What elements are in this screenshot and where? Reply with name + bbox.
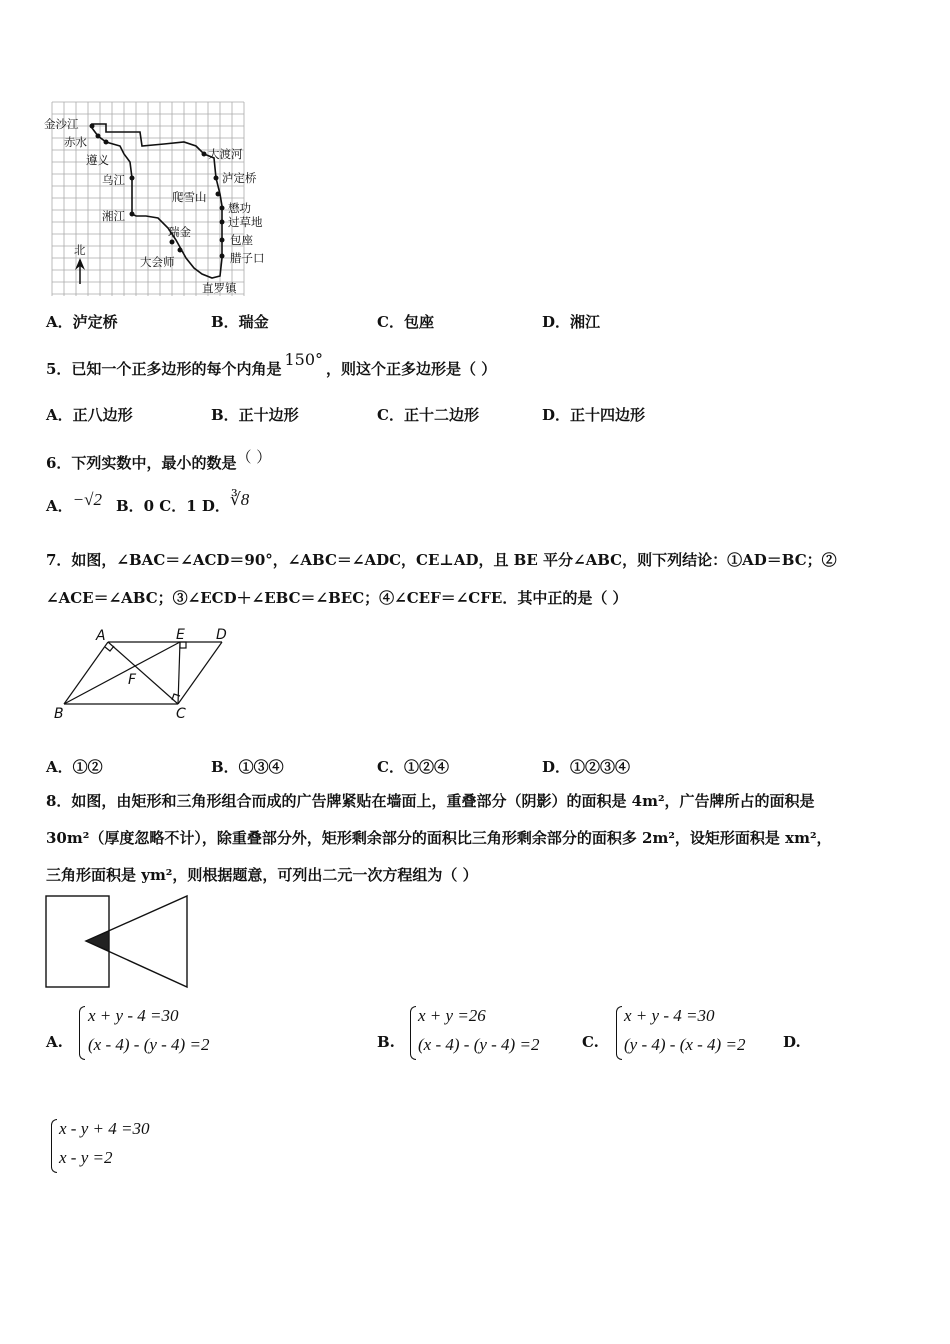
fig-label-e: E: [176, 627, 185, 643]
q8-option-b-eq1: x + y =26: [418, 1006, 486, 1025]
q5-stem: 5．已知一个正多边形的每个内角是 150° ，则这个正多边形是（ ）: [46, 350, 497, 378]
long-march-map: [44, 98, 284, 303]
q8-option-c-brace: [616, 1006, 622, 1060]
q8-option-a-label[interactable]: A.: [46, 1033, 63, 1051]
q8-option-b-brace: [410, 1006, 416, 1060]
north-arrow-icon: [75, 258, 85, 284]
q8-option-c-eq2: (y - 4) - (x - 4) =2: [624, 1035, 746, 1054]
map-label-paxueshan: 爬雪山: [172, 190, 207, 204]
map-label-maogong: 懋功: [228, 201, 251, 215]
q7-parallelogram-figure: [50, 624, 240, 724]
map-label-wujiang: 乌江: [102, 173, 125, 187]
q5-option-b[interactable]: B．正十边形: [211, 406, 299, 424]
q6-option-d-value: ∛8: [229, 490, 250, 509]
map-north-label: 北: [74, 243, 86, 257]
map-label-daduhe: 大渡河: [208, 147, 243, 161]
q5-option-d[interactable]: D．正十四边形: [542, 406, 646, 424]
q8-stem-line2: 30m²（厚度忽略不计），除重叠部分外，矩形剩余部分的面积比三角形剩余部分的面积多 2m²，设矩形面积是 xm²，: [46, 829, 832, 847]
q7-option-c[interactable]: C．①②④: [377, 758, 449, 776]
fig-label-a: A: [96, 628, 106, 644]
q5-option-a[interactable]: A．正八边形: [46, 406, 133, 424]
q8-option-a-brace: [79, 1006, 85, 1060]
map-label-xiangjiang: 湘江: [102, 209, 125, 223]
map-label-lazikou: 腊子口: [230, 251, 265, 265]
map-label-dahuishi: 大会师: [140, 255, 175, 269]
map-label-ruijin: 瑞金: [168, 225, 191, 239]
q6-paren: （ ）: [236, 448, 272, 466]
fig-label-b: B: [54, 706, 64, 722]
q8-stem-line1: 8．如图，由矩形和三角形组合而成的广告牌紧贴在墙面上，重叠部分（阴影）的面积是 4m²，广告牌所占的面积是: [46, 792, 815, 810]
q5-angle: 150°: [284, 350, 323, 369]
q8-option-d-label[interactable]: D.: [783, 1033, 801, 1051]
map-label-chishui: 赤水: [64, 135, 87, 149]
q8-option-d-eq1: x - y + 4 =30: [59, 1119, 150, 1138]
map-label-baozuo: 包座: [230, 233, 253, 247]
q7-option-a[interactable]: A．①②: [46, 758, 103, 776]
q7-stem-line2: ∠ACE＝∠ABC；③∠ECD＋∠EBC＝∠BEC；④∠CEF＝∠CFE．其中正的是（ ）: [46, 589, 628, 607]
q8-option-a-eq1: x + y - 4 =30: [88, 1006, 179, 1025]
q8-option-b-eq2: (x - 4) - (y - 4) =2: [418, 1035, 540, 1054]
q7-option-d[interactable]: D．①②③④: [542, 758, 631, 776]
q6-options[interactable]: A．−√2 B．0 C．1 D．∛8: [46, 490, 250, 515]
q4-option-b[interactable]: B．瑞金: [211, 313, 269, 331]
map-label-guocaodi: 过草地: [228, 215, 263, 229]
map-label-zhiluozhen: 直罗镇: [202, 281, 237, 295]
q6-option-a-value: −√2: [72, 490, 102, 509]
q5-option-c[interactable]: C．正十二边形: [377, 406, 479, 424]
q8-billboard-figure: [44, 894, 194, 992]
q8-option-d-brace: [51, 1119, 57, 1173]
fig-label-f: F: [128, 672, 137, 688]
map-label-zunyi: 遵义: [86, 153, 109, 167]
q7-stem-line1: 7．如图，∠BAC＝∠ACD＝90°，∠ABC＝∠ADC，CE⊥AD，且 BE 平分∠ABC，则下列结论：①AD＝BC；②: [46, 551, 837, 569]
q8-option-d-eq2: x - y =2: [59, 1148, 113, 1167]
fig-label-c: C: [176, 706, 186, 722]
q8-option-a-eq2: (x - 4) - (y - 4) =2: [88, 1035, 210, 1054]
q8-option-b-label[interactable]: B.: [377, 1033, 395, 1051]
q4-option-d[interactable]: D．湘江: [542, 313, 601, 331]
q8-option-c-eq1: x + y - 4 =30: [624, 1006, 715, 1025]
map-label-jinshajiang: 金沙江: [44, 117, 79, 131]
q4-option-c[interactable]: C．包座: [377, 313, 434, 331]
q6-stem: 6．下列实数中，最小的数是（ ）: [46, 448, 272, 472]
q7-option-b[interactable]: B．①③④: [211, 758, 284, 776]
q8-stem-line3: 三角形面积是 ym²，则根据题意，可列出二元一次方程组为（ ）: [46, 866, 478, 884]
fig-label-d: D: [216, 627, 227, 643]
q8-option-c-label[interactable]: C.: [582, 1033, 599, 1051]
q4-option-a[interactable]: A．泸定桥: [46, 313, 118, 331]
map-label-ludingqiao: 泸定桥: [222, 171, 257, 185]
